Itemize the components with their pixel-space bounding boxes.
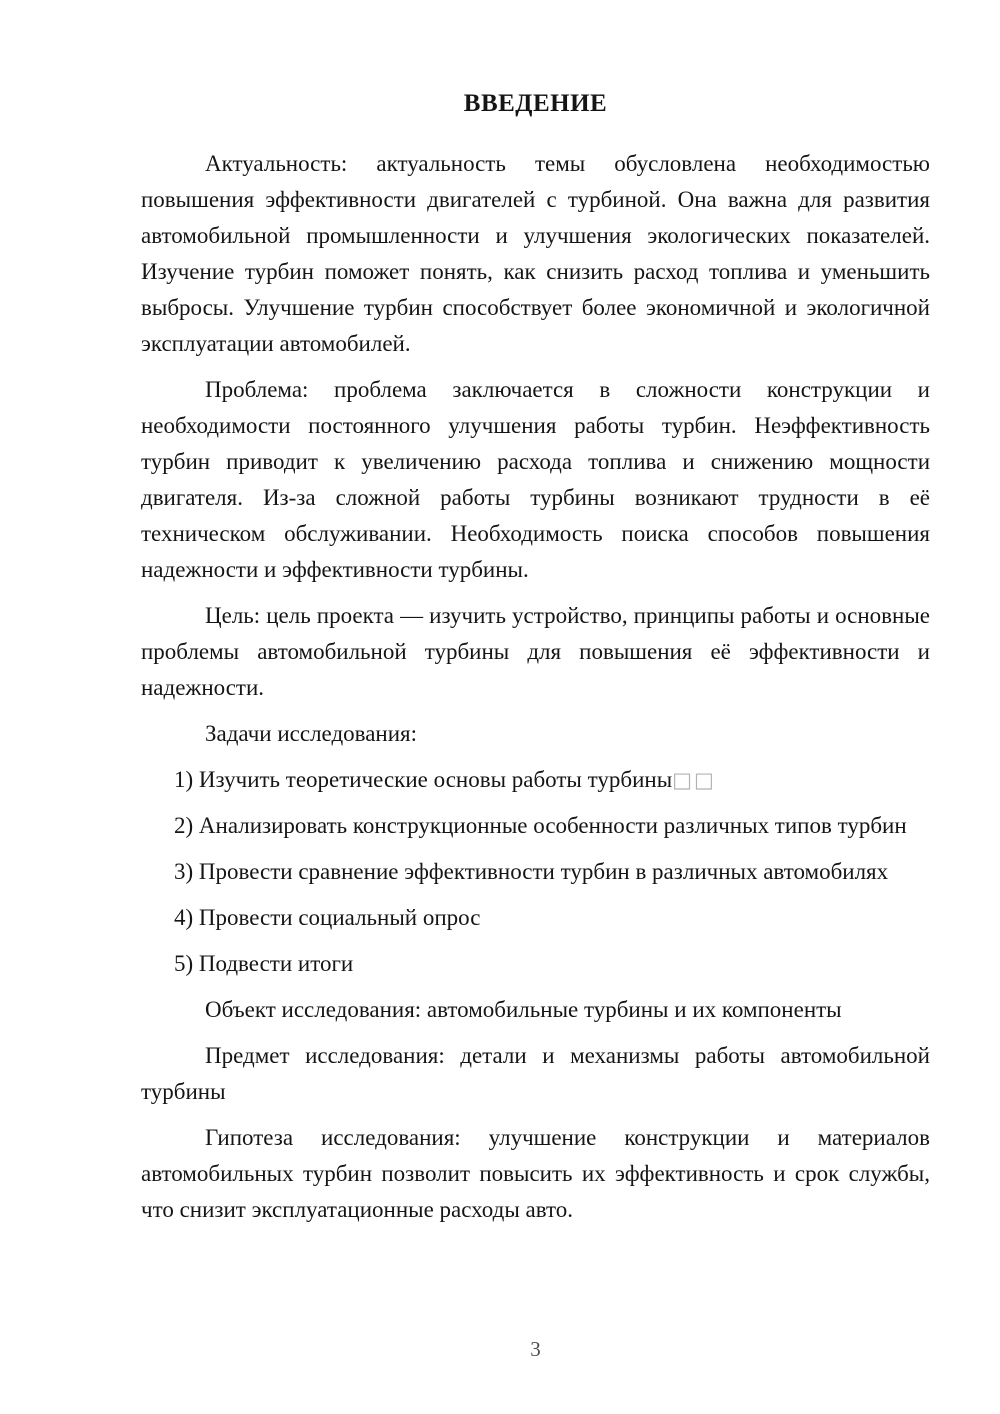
section-title: ВВЕДЕНИЕ: [463, 90, 608, 117]
paragraph-problem: Проблема: проблема заключается в сложности конструкции и необходимости постоянного улучшения работы турбин. Неэффективность турбин приводит к увеличению расхода топлива и снижению мощности двигателя. Из-за сложной работы турбины возникают трудности в её техническом обслуживании. Необходимость поиска способов повышения надежности и эффективности турбины.: [141, 377, 930, 582]
missing-glyph-boxes: □□: [672, 768, 716, 792]
task-item-5: 5) Подвести итоги: [174, 951, 354, 976]
paragraph-relevance: Актуальность: актуальность темы обусловлена необходимостью повышения эффективности двигателей с турбиной. Она важна для развития автомобильной промышленности и улучшения экологических показателей. Изучение турбин поможет понять, как снизить расход топлива и уменьшить выбросы. Улучшение турбин способствует более экономичной и экологичной эксплуатации автомобилей.: [141, 151, 930, 356]
paragraph-goal: Цель: цель проекта — изучить устройство, принципы работы и основные проблемы автомобильной турбины для повышения её эффективности и надежности.: [141, 603, 930, 700]
task-item-2: 2) Анализировать конструкционные особенности различных типов турбин: [174, 813, 907, 838]
paragraph-object: Объект исследования: автомобильные турбины и их компоненты: [205, 997, 842, 1022]
task-item-1: [141, 762, 930, 798]
task-item-4: 4) Провести социальный опрос: [174, 905, 481, 930]
task-item-1-text: 1) Изучить теоретические основы работы турбины: [174, 767, 673, 792]
task-item-3: 3) Провести сравнение эффективности турбин в различных автомобилях: [174, 859, 889, 884]
paragraph-tasks-heading: Задачи исследования:: [205, 721, 418, 746]
paragraph-subject: Предмет исследования: детали и механизмы работы автомобильной турбины: [141, 1043, 930, 1104]
paragraph-hypothesis: Гипотеза исследования: улучшение конструкции и материалов автомобильных турбин позволит повысить их эффективность и срок службы, что снизит эксплуатационные расходы авто.: [141, 1125, 930, 1222]
page-number: 3: [530, 1337, 541, 1361]
